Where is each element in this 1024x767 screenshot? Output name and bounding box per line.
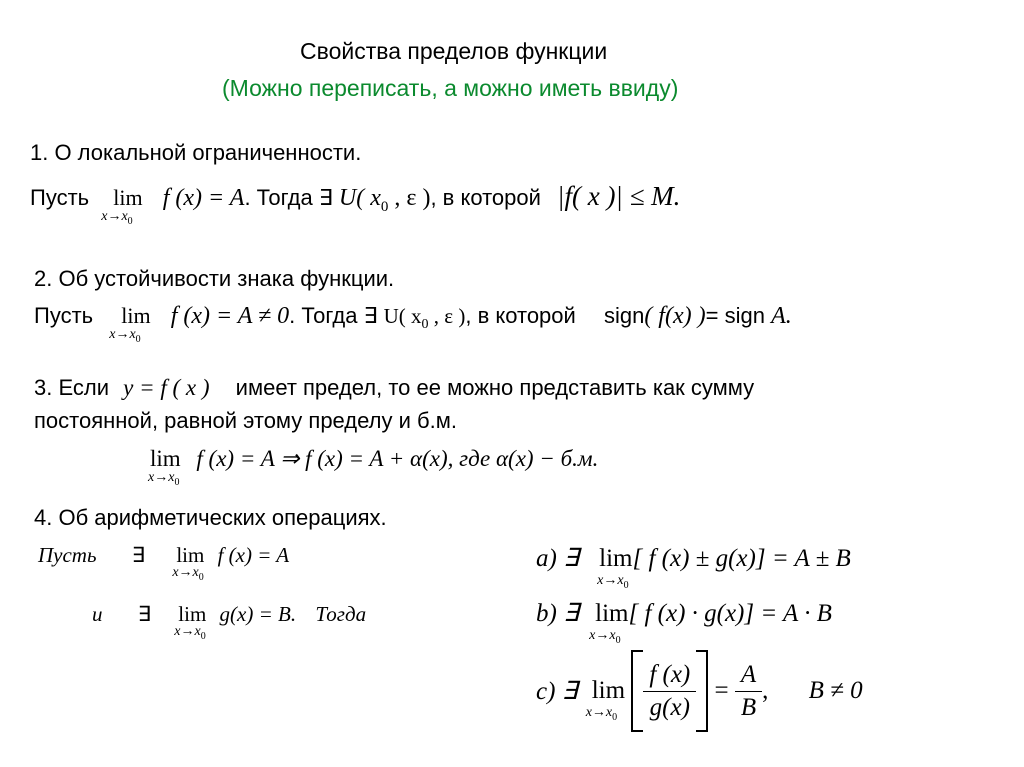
- p3-lim-sub: [148, 470, 179, 488]
- p4-rule-c-equals: =: [714, 677, 729, 704]
- property-2-heading: 2. Об устойчивости знака функции.: [34, 266, 395, 291]
- p4-exists-2: ∃: [137, 602, 152, 626]
- p4-exists-1: ∃: [131, 543, 146, 567]
- p4-rule-c-condition: B ≠ 0: [808, 677, 863, 704]
- p4-rule-c-result-den: B: [740, 693, 757, 721]
- p4-rule-c-fraction: [643, 661, 696, 722]
- p4-rule-b-label: b) ∃: [536, 600, 579, 627]
- p4-left-2-lim-sub-text: x→x: [174, 624, 201, 639]
- right-bracket: [696, 650, 708, 732]
- p1-bound: |f( x )| ≤ M.: [557, 181, 681, 211]
- p2-lim-sub: [109, 327, 140, 345]
- p2-sign-a: A.: [771, 303, 792, 329]
- p2-nbhd-tail: , ε ): [433, 304, 466, 328]
- p3-lim-sub-idx: 0: [174, 476, 180, 488]
- p1-lim-word: lim: [113, 185, 143, 210]
- p4-left-1-lim-sub-text: x→x: [172, 565, 199, 580]
- p2-sign-word: sign: [603, 303, 645, 328]
- p1-lead: Пусть: [30, 185, 90, 210]
- p4-left-1-expr: f (x) = A: [217, 543, 290, 567]
- p3-lim-sub-text: x→x: [148, 470, 175, 485]
- p4-and: и: [92, 602, 103, 626]
- p1-then: . Тогда ∃: [244, 185, 333, 210]
- p4-rule-b-expr: [ f (x) · g(x)] = A · B: [628, 600, 832, 627]
- p4-rule-a-lim-sub-idx: 0: [623, 579, 629, 591]
- p2-lim-sub-idx: 0: [135, 333, 141, 345]
- p4-rule-b-lim-word: lim: [595, 600, 629, 627]
- p4-rule-c-label: c) ∃: [536, 678, 578, 705]
- p2-nbhd: [383, 304, 466, 333]
- p4-rule-c-lim-sub-text: x→x: [585, 705, 613, 720]
- p2-sign-arg: ( f(x) ): [644, 303, 706, 329]
- p4-left-2-lim-word: lim: [178, 602, 207, 626]
- p3-formula-text: f (x) = A ⇒ f (x) = A + α(x), где α(x) − б.м.: [196, 446, 599, 471]
- p4-rule-b-lim-sub-text: x→x: [589, 628, 616, 643]
- p2-nbhd-text: U( x: [383, 304, 422, 328]
- p4-left-1-lim-sub-idx: 0: [198, 571, 204, 583]
- p4-rule-a-lim-word: lim: [599, 545, 633, 572]
- p1-lim-sub-text: x→x: [101, 209, 128, 224]
- p4-rule-c: [536, 650, 863, 732]
- property-4-heading: 4. Об арифметических операциях.: [34, 505, 387, 530]
- p4-rule-b-lim-sub: [589, 628, 620, 646]
- p4-left-2-lim-sub: [174, 624, 205, 642]
- p4-rule-c-lim-word: lim: [591, 677, 626, 704]
- p4-left-2-lim-sub-idx: 0: [200, 630, 206, 642]
- property-3-line-1: [34, 375, 754, 401]
- slide-subtitle: (Можно переписать, а можно иметь ввиду): [222, 75, 679, 101]
- p1-which: , в которой: [430, 185, 541, 210]
- p4-rule-c-result: [735, 661, 762, 722]
- p4-let: Пусть: [38, 543, 97, 567]
- p2-which: , в которой: [465, 303, 576, 328]
- left-bracket: [631, 650, 643, 732]
- p1-nbhd: [338, 185, 431, 215]
- p1-nbhd-text: U( x: [338, 185, 381, 211]
- p2-sign-eq: = sign: [705, 303, 765, 328]
- p2-lim-sub-text: x→x: [109, 327, 136, 342]
- p4-rule-c-comma: ,: [762, 677, 769, 704]
- p4-rule-b-lim-sub-idx: 0: [615, 634, 621, 646]
- slide-title: Свойства пределов функции: [300, 38, 608, 64]
- p2-lim-word: lim: [121, 303, 151, 328]
- property-3-line-2: постоянной, равной этому пределу и б.м.: [34, 408, 457, 433]
- p4-rule-c-numerator: f (x): [643, 661, 696, 692]
- p4-rule-a-expr: [ f (x) ± g(x)] = A ± B: [632, 545, 851, 572]
- p2-lead: Пусть: [34, 303, 94, 328]
- p4-left-2-expr: g(x) = B.: [219, 602, 297, 626]
- p4-rule-c-lim-sub-idx: 0: [612, 711, 618, 723]
- p1-lim-sub: [101, 209, 132, 227]
- p4-rule-a-lim-sub-text: x→x: [597, 573, 624, 588]
- p1-nbhd-idx: 0: [380, 198, 389, 215]
- p2-nbhd-idx: 0: [421, 317, 429, 333]
- p4-then: Тогда: [315, 602, 367, 626]
- p4-rule-c-result-num: A: [735, 661, 762, 692]
- p3-if: 3. Если: [34, 375, 110, 400]
- p1-lim-sub-idx: 0: [127, 215, 133, 227]
- property-1-heading: 1. О локальной ограниченности.: [30, 140, 362, 165]
- p3-line-1-rest: имеет предел, то ее можно представить как сумму: [235, 375, 755, 400]
- p2-expr: f (x) = A ≠ 0: [170, 303, 290, 329]
- p4-rule-c-lim-sub: [586, 705, 617, 723]
- p3-lim-word: lim: [150, 446, 181, 471]
- p4-rule-c-denominator: g(x): [649, 693, 690, 721]
- p4-left-1-lim-word: lim: [176, 543, 205, 567]
- p2-then: . Тогда ∃: [289, 303, 378, 328]
- p1-expr: f (x) = A: [162, 185, 245, 211]
- p3-function: y = f ( x ): [123, 375, 210, 400]
- p4-left-1-lim-sub: [172, 565, 203, 583]
- p4-rule-a-lim-sub: [597, 573, 628, 591]
- p1-nbhd-tail: , ε ): [394, 185, 431, 211]
- p4-rule-a-label: a) ∃: [536, 545, 579, 572]
